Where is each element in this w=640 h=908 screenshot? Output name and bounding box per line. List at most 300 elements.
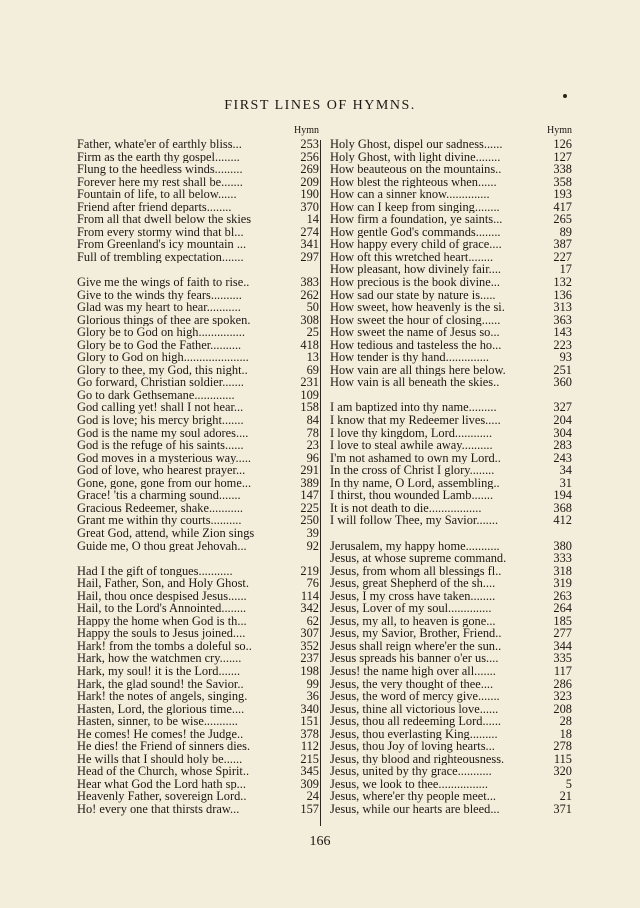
hymn-entry bbox=[330, 151, 572, 164]
hymn-number: 147 bbox=[300, 488, 319, 503]
hymn-entry bbox=[330, 452, 572, 465]
hymn-number: 318 bbox=[553, 563, 572, 578]
hymn-first-line: Jesus, united by thy grace........... bbox=[330, 765, 492, 778]
hymn-entry bbox=[330, 753, 572, 766]
hymn-number: 31 bbox=[559, 475, 572, 490]
hymn-entry bbox=[330, 138, 572, 151]
hymn-first-line: Glory to thee, my God, this night.. bbox=[77, 363, 248, 377]
hymn-first-line: Flung to the heedless winds......... bbox=[77, 163, 243, 176]
hymn-first-line: He dies! the Friend of sinners dies. bbox=[77, 740, 251, 753]
hymn-entry bbox=[77, 251, 319, 264]
hymn-number: 333 bbox=[553, 551, 572, 566]
hymn-entry bbox=[77, 753, 319, 766]
hymn-first-line: Ho! every one that thirsts draw... bbox=[77, 802, 240, 816]
hymn-number: 158 bbox=[300, 400, 319, 415]
hymn-first-line: Hark! the notes of angels, singing. bbox=[77, 690, 248, 703]
hymn-entry bbox=[77, 590, 319, 603]
hymn-entry bbox=[77, 790, 319, 803]
hymn-number: 323 bbox=[553, 689, 572, 704]
hymn-entry bbox=[77, 289, 319, 302]
hymn-entry bbox=[77, 728, 319, 741]
hymn-entry bbox=[77, 226, 319, 239]
hymn-entry bbox=[77, 301, 319, 314]
hymn-entry bbox=[330, 439, 572, 452]
hymn-number: 39 bbox=[306, 525, 319, 540]
hymn-number: 219 bbox=[300, 563, 319, 578]
hymn-entry bbox=[77, 740, 319, 753]
hymn-first-line: How vain are all things here below. bbox=[330, 363, 506, 377]
hymn-entry bbox=[330, 176, 572, 189]
hymn-entry bbox=[330, 251, 572, 264]
hymn-number: 319 bbox=[553, 576, 572, 591]
hymn-number: 204 bbox=[553, 413, 572, 428]
hymn-entry bbox=[330, 263, 572, 276]
hymn-first-line: From all that dwell below the skies bbox=[77, 213, 252, 226]
hymn-number: 99 bbox=[306, 676, 319, 691]
hymn-first-line: Give me the wings of faith to rise.. bbox=[77, 276, 250, 289]
hymn-number: 208 bbox=[553, 701, 572, 716]
left-column bbox=[77, 124, 319, 816]
hymn-entry bbox=[77, 514, 319, 527]
hymn-first-line: From Greenland's icy mountain ... bbox=[77, 238, 247, 251]
hymn-number: 198 bbox=[300, 663, 319, 678]
hymn-number: 185 bbox=[553, 613, 572, 628]
hymn-first-line: Guide me, O thou great Jehovah... bbox=[77, 539, 247, 553]
hymn-entry bbox=[330, 477, 572, 490]
hymn-entry bbox=[77, 201, 319, 214]
hymn-number: 283 bbox=[553, 438, 572, 453]
hymn-first-line: Jesus, great Shepherd of the sh.... bbox=[330, 577, 496, 590]
hymn-entry bbox=[330, 314, 572, 327]
hymn-entry bbox=[330, 803, 572, 816]
hymn-first-line: Jesus, at whose supreme command. bbox=[330, 552, 507, 565]
hymn-entry bbox=[330, 540, 572, 553]
hymn-number: 344 bbox=[553, 638, 572, 653]
hymn-first-line: God of love, who hearest prayer... bbox=[77, 464, 246, 477]
section-gap bbox=[77, 263, 319, 276]
hymn-first-line: How precious is the book divine... bbox=[330, 276, 501, 289]
hymn-number: 309 bbox=[300, 776, 319, 791]
hymn-first-line: Jesus, thy blood and righteousness. bbox=[330, 752, 505, 766]
hymn-entry bbox=[77, 176, 319, 189]
hymn-first-line: How blest the righteous when...... bbox=[330, 175, 497, 189]
hymn-first-line: Gone, gone, gone from our home... bbox=[77, 476, 252, 490]
hymn-first-line: How sweet the name of Jesus so... bbox=[330, 326, 500, 339]
hymn-number: 115 bbox=[553, 751, 572, 766]
hymn-entry bbox=[77, 188, 319, 201]
hymn-first-line: I will follow Thee, my Savior....... bbox=[330, 514, 499, 527]
hymn-entry bbox=[77, 615, 319, 628]
hymn-first-line: Glory be to God the Father.......... bbox=[77, 338, 242, 352]
hymn-entry bbox=[77, 238, 319, 251]
hymn-number: 308 bbox=[300, 312, 319, 327]
hymn-entry bbox=[330, 627, 572, 640]
hymn-entry bbox=[77, 690, 319, 703]
hymn-entry bbox=[330, 577, 572, 590]
hymn-number: 274 bbox=[300, 224, 319, 239]
hymn-number: 126 bbox=[553, 137, 572, 151]
ink-dot bbox=[563, 94, 567, 98]
hymn-first-line: Hark, how the watchmen cry....... bbox=[77, 652, 242, 665]
hymn-entry bbox=[77, 715, 319, 728]
hymn-entry bbox=[330, 665, 572, 678]
hymn-number: 342 bbox=[300, 601, 319, 616]
hymn-entry bbox=[330, 514, 572, 527]
hymn-first-line: Glory be to God on high............... bbox=[77, 326, 245, 339]
hymn-entry bbox=[77, 452, 319, 465]
hymn-first-line: I love thy kingdom, Lord............ bbox=[330, 426, 493, 440]
hymn-first-line: How tedious and tasteless the ho... bbox=[330, 338, 502, 352]
hymn-entry bbox=[77, 138, 319, 151]
hymn-number: 69 bbox=[306, 362, 319, 377]
hymn-entry bbox=[77, 351, 319, 364]
hymn-first-line: Jesus spreads his banner o'er us.... bbox=[330, 652, 499, 665]
hymn-number: 112 bbox=[300, 739, 319, 754]
hymn-number: 250 bbox=[300, 513, 319, 528]
hymn-entry bbox=[77, 652, 319, 665]
hymn-first-line: Jesus! the name high over all....... bbox=[330, 664, 496, 678]
hymn-first-line: Hear what God the Lord hath sp... bbox=[77, 777, 246, 791]
hymn-first-line: Hasten, Lord, the glorious time.... bbox=[77, 702, 245, 716]
hymn-entry bbox=[77, 401, 319, 414]
hymn-number: 352 bbox=[300, 638, 319, 653]
hymn-entry bbox=[77, 276, 319, 289]
hymn-first-line: Jesus, from whom all blessings fl.. bbox=[330, 564, 502, 578]
right-column bbox=[330, 124, 572, 816]
hymn-entry bbox=[330, 778, 572, 791]
hymn-number: 370 bbox=[300, 199, 319, 214]
hymn-number: 262 bbox=[300, 287, 319, 302]
hymn-first-line: God is love; his mercy bright....... bbox=[77, 414, 244, 427]
hymn-number: 78 bbox=[306, 425, 319, 440]
hymn-first-line: Jesus shall reign where'er the sun.. bbox=[330, 639, 502, 653]
hymn-first-line: Heavenly Father, sovereign Lord.. bbox=[77, 790, 247, 803]
hymn-entry bbox=[77, 477, 319, 490]
hymn-first-line: Jesus, thou Joy of loving hearts... bbox=[330, 740, 495, 753]
hymn-first-line: He wills that I should holy be...... bbox=[77, 752, 243, 766]
hymn-first-line: Great God, attend, while Zion sings bbox=[77, 526, 255, 540]
hymn-number: 209 bbox=[300, 174, 319, 189]
hymn-number: 143 bbox=[553, 325, 572, 340]
hymn-number: 132 bbox=[553, 275, 572, 290]
hymn-number: 117 bbox=[553, 663, 572, 678]
hymn-first-line: Holy Ghost, with light divine........ bbox=[330, 150, 501, 164]
hymn-number: 277 bbox=[553, 626, 572, 641]
hymn-number: 243 bbox=[553, 450, 572, 465]
hymn-first-line: How sweet the hour of closing...... bbox=[330, 313, 501, 327]
hymn-first-line: I love to steal awhile away.......... bbox=[330, 439, 493, 452]
hymn-number: 114 bbox=[300, 588, 319, 603]
hymn-number: 50 bbox=[306, 300, 319, 315]
hymn-entry bbox=[330, 339, 572, 352]
hymn-number: 231 bbox=[300, 375, 319, 390]
hymn-number: 278 bbox=[553, 739, 572, 754]
hymn-number: 5 bbox=[565, 776, 572, 791]
hymn-first-line: How firm a foundation, ye saints... bbox=[330, 213, 503, 226]
hymn-first-line: How can I keep from singing........ bbox=[330, 200, 500, 214]
hymn-number: 237 bbox=[300, 651, 319, 666]
hymn-number: 360 bbox=[553, 375, 572, 390]
hymn-number: 265 bbox=[553, 212, 572, 227]
hymn-first-line: Jerusalem, my happy home........... bbox=[330, 539, 500, 553]
hymn-number: 157 bbox=[300, 801, 319, 816]
hymn-number: 313 bbox=[553, 300, 572, 315]
hymn-first-line: I know that my Redeemer lives..... bbox=[330, 414, 501, 427]
hymn-number: 291 bbox=[300, 463, 319, 478]
hymn-number: 215 bbox=[300, 751, 319, 766]
hymn-entry bbox=[77, 326, 319, 339]
hymn-first-line: He comes! He comes! the Judge.. bbox=[77, 727, 244, 741]
hymn-number: 327 bbox=[553, 400, 572, 415]
hymn-entry bbox=[330, 740, 572, 753]
hymn-entry bbox=[330, 213, 572, 226]
hymn-first-line: Give to the winds thy fears.......... bbox=[77, 288, 242, 302]
hymn-number: 389 bbox=[300, 475, 319, 490]
hymn-first-line: Jesus, while our hearts are bleed... bbox=[330, 802, 500, 816]
hymn-number: 17 bbox=[559, 262, 572, 277]
hymn-number: 383 bbox=[300, 275, 319, 290]
hymn-entry bbox=[77, 163, 319, 176]
hymn-column-header: Hymn bbox=[294, 125, 319, 136]
hymn-number: 368 bbox=[553, 500, 572, 515]
hymn-first-line: Hail, thou once despised Jesus...... bbox=[77, 589, 247, 603]
hymn-number: 84 bbox=[306, 413, 319, 428]
hymn-first-line: Jesus, thou everlasting King......... bbox=[330, 727, 498, 741]
hymn-entry bbox=[77, 803, 319, 816]
hymn-entry bbox=[77, 414, 319, 427]
hymn-first-line: Jesus, where'er thy people meet... bbox=[330, 790, 497, 803]
hymn-first-line: Jesus, thou all redeeming Lord...... bbox=[330, 715, 502, 728]
hymn-entry bbox=[77, 213, 319, 226]
hymn-entry bbox=[77, 389, 319, 402]
hymn-number: 378 bbox=[300, 726, 319, 741]
hymn-entry bbox=[77, 151, 319, 164]
hymn-number: 418 bbox=[300, 337, 319, 352]
hymn-number: 320 bbox=[553, 764, 572, 779]
hymn-entry bbox=[77, 502, 319, 515]
hymn-first-line: Jesus, thine all victorious love...... bbox=[330, 702, 499, 716]
hymn-first-line: Fountain of life, to all below...... bbox=[77, 188, 237, 201]
hymn-first-line: From every stormy wind that bl... bbox=[77, 225, 244, 239]
hymn-entry bbox=[77, 678, 319, 691]
hymn-entry bbox=[330, 690, 572, 703]
hymn-first-line: How pleasant, how divinely fair.... bbox=[330, 263, 502, 277]
hymn-entry bbox=[330, 351, 572, 364]
hymn-number: 253 bbox=[300, 137, 319, 151]
hymn-first-line: God is the refuge of his saints...... bbox=[77, 439, 244, 452]
hymn-entry bbox=[77, 364, 319, 377]
hymn-first-line: Firm as the earth thy gospel........ bbox=[77, 150, 240, 164]
hymn-number: 76 bbox=[306, 576, 319, 591]
hymn-first-line: How vain is all beneath the skies.. bbox=[330, 376, 500, 389]
hymn-first-line: Hasten, sinner, to be wise........... bbox=[77, 715, 238, 728]
hymn-first-line: Had I the gift of tongues........... bbox=[77, 564, 233, 578]
hymn-first-line: Jesus, the very thought of thee.... bbox=[330, 677, 494, 691]
hymn-number: 136 bbox=[553, 287, 572, 302]
column-divider bbox=[320, 140, 321, 826]
hymn-entry bbox=[330, 652, 572, 665]
hymn-entry bbox=[77, 376, 319, 389]
hymn-number: 23 bbox=[306, 438, 319, 453]
hymn-first-line: How oft this wretched heart........ bbox=[330, 250, 494, 264]
hymn-first-line: How gentle God's commands........ bbox=[330, 225, 501, 239]
hymn-first-line: Happy the home when God is th... bbox=[77, 614, 247, 628]
hymn-entry bbox=[330, 376, 572, 389]
hymn-entry bbox=[330, 678, 572, 691]
hymn-first-line: Jesus, Lover of my soul.............. bbox=[330, 602, 492, 615]
hymn-entry bbox=[330, 414, 572, 427]
hymn-number: 304 bbox=[553, 425, 572, 440]
hymn-number: 14 bbox=[306, 212, 319, 227]
hymn-entry bbox=[330, 640, 572, 653]
hymn-number: 387 bbox=[553, 237, 572, 252]
hymn-entry bbox=[77, 339, 319, 352]
hymn-first-line: Go forward, Christian soldier....... bbox=[77, 376, 244, 389]
hymn-number: 193 bbox=[553, 187, 572, 202]
hymn-number: 380 bbox=[553, 538, 572, 553]
hymn-entry bbox=[77, 464, 319, 477]
hymn-number: 93 bbox=[559, 350, 572, 365]
hymn-first-line: I am baptized into thy name......... bbox=[330, 401, 497, 415]
hymn-first-line: Gracious Redeemer, shake........... bbox=[77, 501, 244, 515]
hymn-first-line: Hark! from the tombs a doleful so.. bbox=[77, 639, 252, 653]
hymn-number: 34 bbox=[559, 463, 572, 478]
hymn-first-line: Go to dark Gethsemane............. bbox=[77, 388, 235, 402]
hymn-number: 286 bbox=[553, 676, 572, 691]
hymn-first-line: How beauteous on the mountains.. bbox=[330, 163, 502, 176]
hymn-number: 194 bbox=[553, 488, 572, 503]
hymn-number: 340 bbox=[300, 701, 319, 716]
hymn-first-line: God moves in a mysterious way..... bbox=[77, 451, 252, 465]
hymn-entry bbox=[330, 276, 572, 289]
hymn-number: 358 bbox=[553, 174, 572, 189]
hymn-number: 190 bbox=[300, 187, 319, 202]
hymn-first-line: Glory to God on high..................... bbox=[77, 351, 249, 364]
hymn-entry bbox=[77, 314, 319, 327]
hymn-number: 338 bbox=[553, 162, 572, 177]
hymn-entry bbox=[77, 602, 319, 615]
hymn-entry bbox=[330, 163, 572, 176]
hymn-first-line: Jesus, my Savior, Brother, Friend.. bbox=[330, 627, 502, 640]
hymn-entry bbox=[77, 778, 319, 791]
section-gap bbox=[330, 527, 572, 540]
hymn-entry bbox=[330, 565, 572, 578]
hymn-first-line: How sweet, how heavenly is the si. bbox=[330, 301, 505, 314]
hymn-number: 341 bbox=[300, 237, 319, 252]
hymn-entry bbox=[77, 540, 319, 553]
hymn-first-line: In thy name, O Lord, assembling.. bbox=[330, 476, 500, 490]
hymn-first-line: Glorious things of thee are spoken. bbox=[77, 313, 251, 327]
hymn-entry bbox=[77, 577, 319, 590]
hymn-entry bbox=[77, 765, 319, 778]
hymn-first-line: God is the name my soul adores.... bbox=[77, 426, 249, 440]
hymn-entry bbox=[77, 640, 319, 653]
hymn-number: 28 bbox=[559, 714, 572, 729]
hymn-entry bbox=[330, 201, 572, 214]
hymn-entry bbox=[330, 464, 572, 477]
hymn-first-line: Grant me within thy courts.......... bbox=[77, 514, 242, 527]
hymn-entry bbox=[77, 427, 319, 440]
hymn-first-line: Jesus, I my cross have taken........ bbox=[330, 589, 496, 603]
hymn-entry bbox=[77, 627, 319, 640]
hymn-entry bbox=[330, 552, 572, 565]
hymn-number: 96 bbox=[306, 450, 319, 465]
hymn-entry bbox=[330, 401, 572, 414]
hymn-entry bbox=[330, 226, 572, 239]
hymn-number: 264 bbox=[553, 601, 572, 616]
hymn-first-line: I'm not ashamed to own my Lord.. bbox=[330, 451, 501, 465]
hymn-number: 13 bbox=[306, 350, 319, 365]
hymn-first-line: Father, whate'er of earthly bliss... bbox=[77, 138, 242, 151]
hymn-entry bbox=[330, 301, 572, 314]
page-title: FIRST LINES OF HYMNS. bbox=[224, 98, 416, 113]
hymn-first-line: God calling yet! shall I not hear... bbox=[77, 401, 244, 415]
hymn-first-line: Glad was my heart to hear........... bbox=[77, 301, 241, 314]
hymn-entry bbox=[330, 238, 572, 251]
hymn-number: 24 bbox=[306, 789, 319, 804]
hymn-number: 263 bbox=[553, 588, 572, 603]
hymn-first-line: Holy Ghost, dispel our sadness...... bbox=[330, 138, 503, 151]
hymn-entry bbox=[330, 602, 572, 615]
hymn-entry bbox=[330, 765, 572, 778]
hymn-entry bbox=[330, 790, 572, 803]
hymn-first-line: How happy every child of grace.... bbox=[330, 238, 502, 251]
section-gap bbox=[77, 552, 319, 565]
hymn-entry bbox=[77, 527, 319, 540]
hymn-number: 127 bbox=[553, 149, 572, 164]
hymn-entry bbox=[77, 489, 319, 502]
hymn-number: 62 bbox=[306, 613, 319, 628]
hymn-first-line: Jesus, the word of mercy give....... bbox=[330, 690, 500, 703]
hymn-entry bbox=[77, 565, 319, 578]
hymn-entry bbox=[330, 703, 572, 716]
hymn-number: 363 bbox=[553, 312, 572, 327]
hymn-number: 307 bbox=[300, 626, 319, 641]
hymn-number: 21 bbox=[559, 789, 572, 804]
hymn-first-line: How tender is thy hand.............. bbox=[330, 351, 489, 364]
hymn-entry bbox=[77, 665, 319, 678]
hymn-entry bbox=[330, 715, 572, 728]
hymn-number: 412 bbox=[553, 513, 572, 528]
hymn-number: 223 bbox=[553, 337, 572, 352]
hymn-number: 227 bbox=[553, 249, 572, 264]
hymn-number: 371 bbox=[553, 801, 572, 816]
hymn-number: 225 bbox=[300, 500, 319, 515]
hymn-number: 269 bbox=[300, 162, 319, 177]
hymn-first-line: Head of the Church, whose Spirit.. bbox=[77, 765, 250, 778]
hymn-entry bbox=[77, 703, 319, 716]
hymn-first-line: Full of trembling expectation....... bbox=[77, 250, 244, 264]
hymn-entry bbox=[330, 188, 572, 201]
hymn-first-line: Grace! 'tis a charming sound....... bbox=[77, 489, 241, 502]
hymn-first-line: How sad our state by nature is..... bbox=[330, 288, 496, 302]
hymn-first-line: It is not death to die................. bbox=[330, 501, 482, 515]
hymn-first-line: Happy the souls to Jesus joined.... bbox=[77, 627, 246, 640]
hymn-number: 36 bbox=[306, 689, 319, 704]
hymn-number: 335 bbox=[553, 651, 572, 666]
hymn-column-header: Hymn bbox=[547, 125, 572, 136]
hymn-first-line: Forever here my rest shall be....... bbox=[77, 175, 243, 189]
hymn-first-line: I thirst, thou wounded Lamb....... bbox=[330, 489, 494, 502]
page-number: 166 bbox=[309, 834, 331, 849]
hymn-entry bbox=[330, 502, 572, 515]
hymn-number: 109 bbox=[300, 387, 319, 402]
hymn-first-line: Hail, to the Lord's Annointed........ bbox=[77, 602, 247, 615]
hymn-first-line: In the cross of Christ I glory........ bbox=[330, 464, 495, 477]
hymn-first-line: Jesus, we look to thee................ bbox=[330, 777, 488, 791]
hymn-entry bbox=[330, 364, 572, 377]
hymn-number: 297 bbox=[300, 249, 319, 264]
